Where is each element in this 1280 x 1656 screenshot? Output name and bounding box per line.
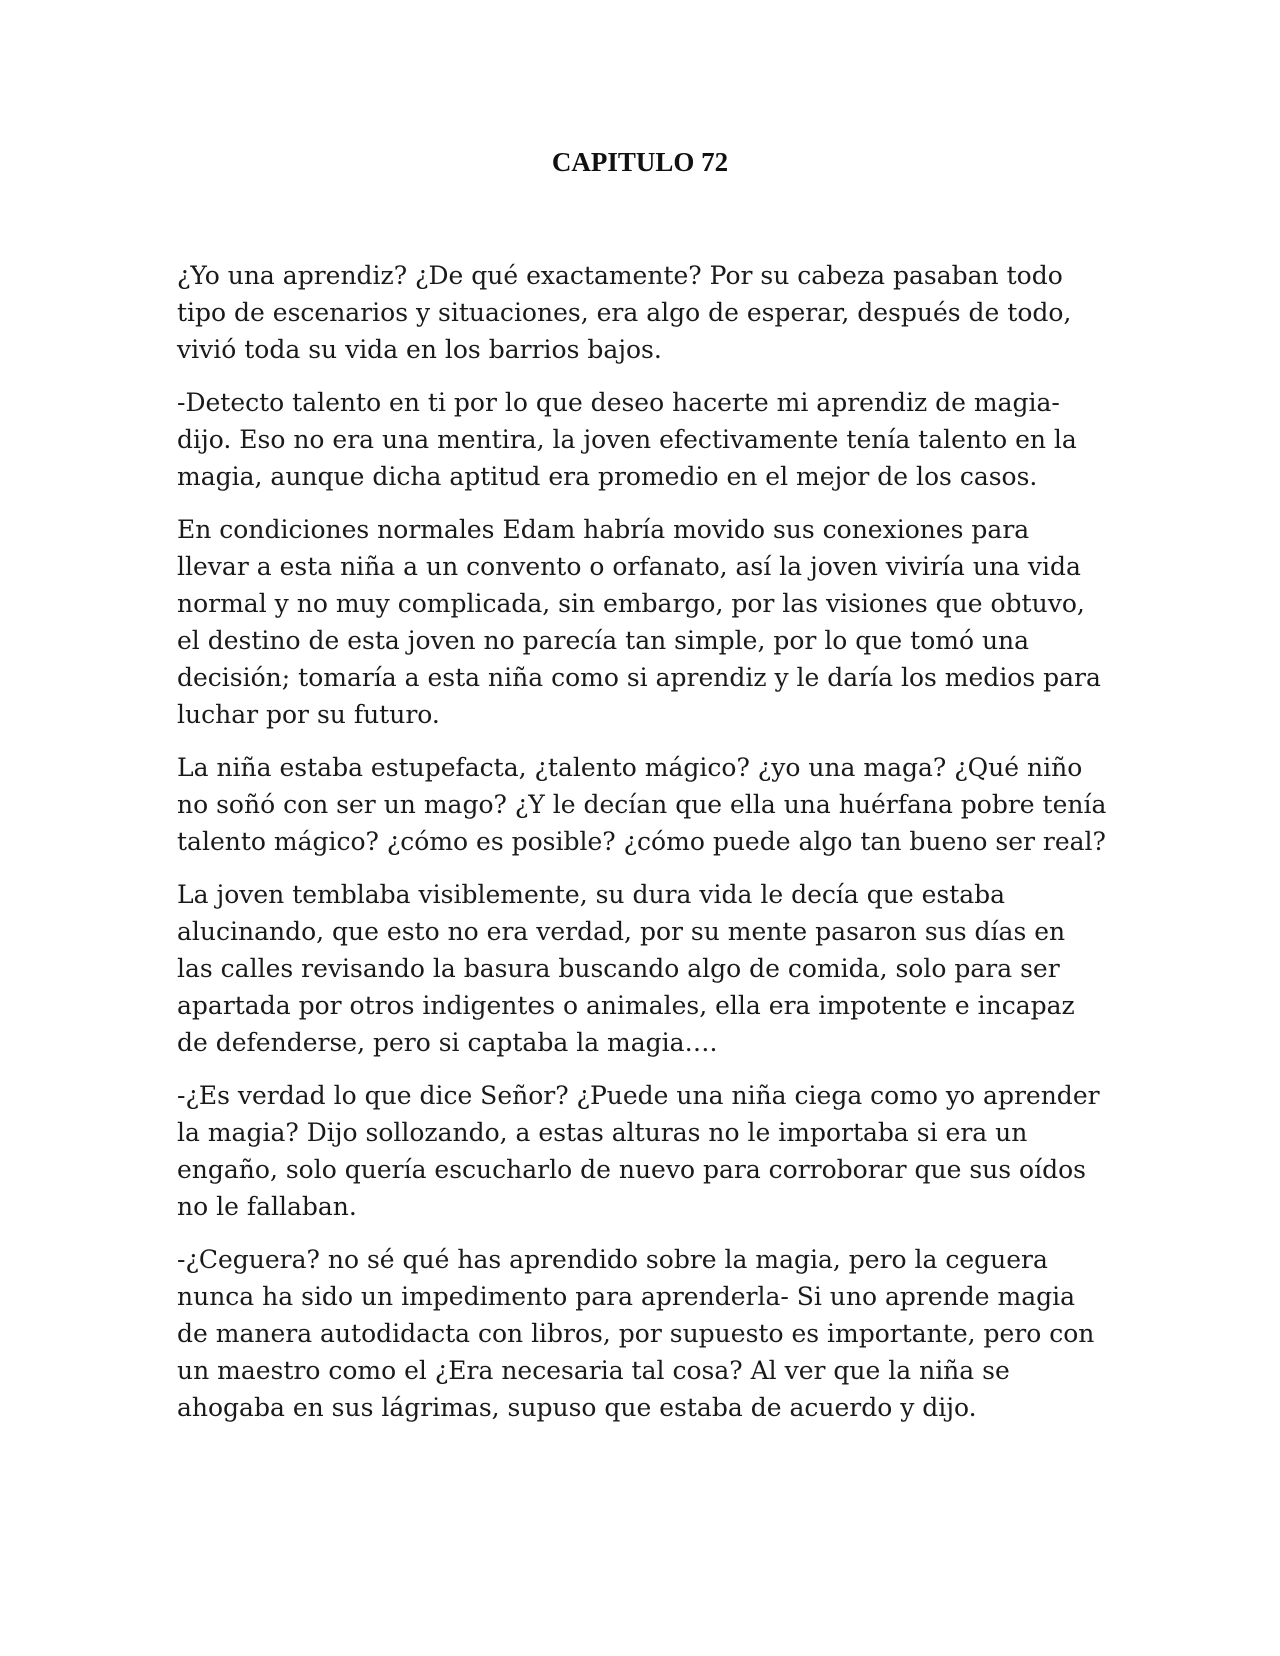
- paragraph: En condiciones normales Edam habría movido sus conexiones para llevar a esta niña a un convento o orfanato, así la joven viviría una vida normal y no muy complicada, sin embargo, por las visiones que obtuvo, el destino de esta joven no parecía tan simple, por lo que tomó una decisión; tomaría a esta niña como si aprendiz y le daría los medios para luchar por su futuro.: [177, 515, 1101, 729]
- document-body: [177, 257, 1107, 1442]
- paragraph: -Detecto talento en ti por lo que deseo hacerte mi aprendiz de magia-dijo. Eso no era una mentira, la joven efectivamente tenía talento en la magia, aunque dicha aptitud era promedio en el mejor de los casos.: [177, 388, 1077, 491]
- paragraph: -¿Es verdad lo que dice Señor? ¿Puede una niña ciega como yo aprender la magia? Dijo sollozando, a estas alturas no le importaba si era un engaño, solo quería escucharlo de nuevo para corroborar que sus oídos no le fallaban.: [177, 1081, 1100, 1221]
- paragraph: La niña estaba estupefacta, ¿talento mágico? ¿yo una maga? ¿Qué niño no soñó con ser un mago? ¿Y le decían que ella una huérfana pobre tenía talento mágico? ¿cómo es posible? ¿cómo puede algo tan bueno ser real?: [177, 753, 1107, 856]
- chapter-title: CAPITULO 72: [551, 147, 729, 177]
- paragraph: ¿Yo una aprendiz? ¿De qué exactamente? Por su cabeza pasaban todo tipo de escenarios y situaciones, era algo de esperar, después de todo, vivió toda su vida en los barrios bajos.: [177, 261, 1072, 364]
- paragraph: La joven temblaba visiblemente, su dura vida le decía que estaba alucinando, que esto no era verdad, por su mente pasaron sus días en las calles revisando la basura buscando algo de comida, solo para ser apartada por otros indigentes o animales, ella era impotente e incapaz de defenderse, pero si captaba la magia….: [177, 880, 1075, 1057]
- paragraph: -¿Ceguera? no sé qué has aprendido sobre la magia, pero la ceguera nunca ha sido un impedimento para aprenderla- Si uno aprende magia de manera autodidacta con libros, por supuesto es importante, pero con un maestro como el ¿Era necesaria tal cosa? Al ver que la niña se ahogaba en sus lágrimas, supuso que estaba de acuerdo y dijo.: [177, 1245, 1095, 1422]
